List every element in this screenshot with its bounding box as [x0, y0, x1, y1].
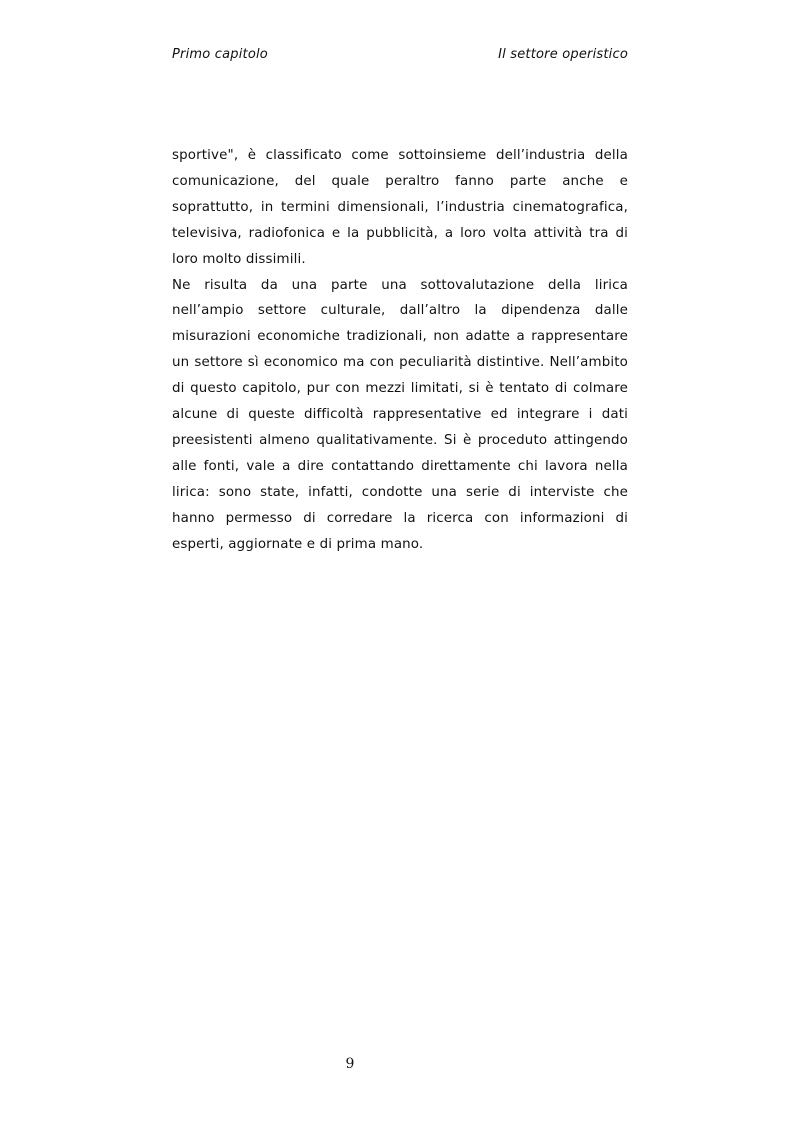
header-chapter-label: Primo capitolo — [172, 47, 268, 62]
page-number: 9 — [345, 1056, 355, 1072]
body-text — [172, 143, 628, 558]
header-section-title: Il settore operistico — [498, 47, 628, 62]
paragraph-2: Ne risulta da una parte una sottovalutazione della lirica nell’ampio settore culturale, dall’altro la dipendenza dalle misurazioni economiche tradizionali, non adatte a rappresentare un settore sì economico ma con peculiarità distintive. Nell’ambito di questo capitolo, pur con mezzi limitati, si è tentato di colmare alcune di queste difficoltà rappresentative ed integrare i dati preesistenti almeno qualitativamente. Si è proceduto attingendo alle fonti, vale a dire contattando direttamente chi lavora nella lirica: sono state, infatti, condotte una serie di interviste che hanno permesso di corredare la ricerca con informazioni di esperti, aggiornate e di prima mano. — [172, 277, 628, 552]
paragraph-1: sportive", è classificato come sottoinsieme dell’industria della comunicazione, del quale peraltro fanno parte anche e soprattutto, in termini dimensionali, l’industria cinematografica, televisiva, radiofonica e la pubblicità, a loro volta attività tra di loro molto dissimili. — [172, 148, 628, 267]
running-header — [172, 47, 628, 67]
